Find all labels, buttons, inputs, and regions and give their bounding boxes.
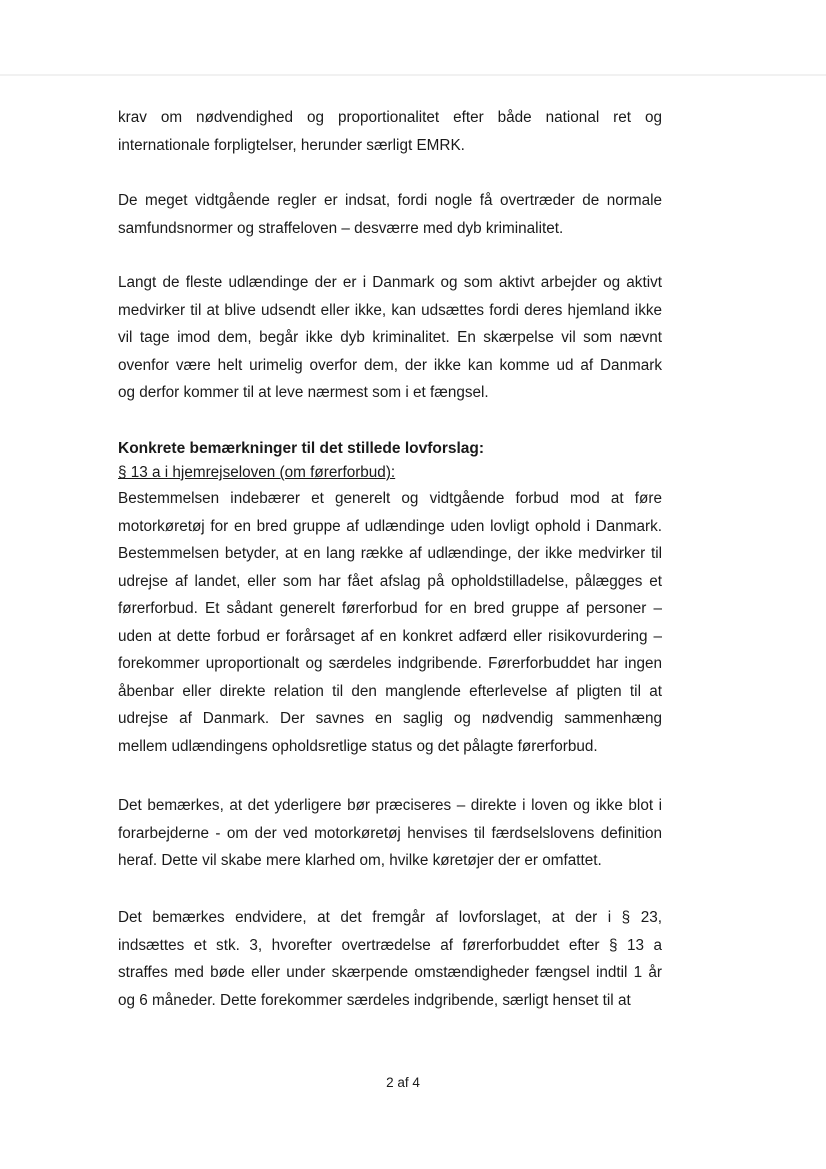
text-line: motorkøretøj for en bred gruppe af udlændinge uden lovligt ophold i Danmark.: [118, 517, 662, 535]
text-line: internationale forpligtelser, herunder særligt EMRK.: [118, 136, 465, 154]
paragraph-4: [118, 485, 662, 760]
text-line: De meget vidtgående regler er indsat, fordi nogle få overtræder de normale: [118, 192, 662, 209]
text-line: heraf. Dette vil skabe mere klarhed om, hvilke køretøjer der er omfattet.: [118, 852, 602, 869]
subsection-heading-text: § 13 a i hjemrejseloven (om førerforbud):: [118, 464, 396, 481]
text-line: indsættes et stk. 3, hvorefter overtrædelse af førerforbuddet efter § 13 a: [118, 936, 662, 954]
paragraph-5: [118, 792, 662, 875]
text-line: og derfor kommer til at leve nærmest som i et fængsel.: [118, 384, 489, 401]
text-line: forekommer uproportionalt og særdeles indgribende. Førerforbuddet har ingen: [118, 655, 662, 672]
text-line: uden at dette forbud er forårsaget af en konkret adfærd eller risikovurdering –: [118, 627, 662, 645]
text-line: Langt de fleste udlændinge der er i Danmark og som aktivt arbejder og aktivt: [118, 274, 662, 291]
text-line: åbenbar eller direkte relation til den manglende efterlevelse af pligten til at: [118, 682, 662, 700]
text-line: ovenfor være helt urimelig overfor dem, der ikke kan komme ud af Danmark: [118, 356, 662, 374]
text-line: udrejse af Danmark. Der savnes en saglig og nødvendig sammenhæng: [118, 710, 662, 727]
paragraph-3: [118, 269, 662, 407]
text-line: Bestemmelsen betyder, at en lang række af udlændinge, der ikke medvirker til: [118, 545, 662, 562]
text-line: forarbejderne - om der ved motorkøretøj henvises til færdselslovens definition: [118, 824, 662, 842]
text-line: krav om nødvendighed og proportionalitet efter både national ret og: [118, 109, 662, 126]
text-line: mellem udlændingens opholdsretlige status og det pålagte førerforbud.: [118, 737, 598, 755]
text-line: udrejse af landet, eller som har fået afslag på opholdstilladelse, pålægges et: [118, 572, 662, 590]
paragraph-6: [118, 904, 662, 1014]
page-number: 2 af 4: [386, 1075, 420, 1090]
paragraph-1: [118, 104, 662, 159]
text-line: Det bemærkes endvidere, at det fremgår af lovforslaget, at der i § 23,: [118, 909, 662, 926]
paragraph-2: [118, 187, 662, 242]
text-line: vil tage imod dem, begår ikke dyb kriminalitet. En skærpelse vil som nævnt: [118, 329, 662, 346]
text-line: og 6 måneder. Dette forekommer særdeles indgribende, særligt henset til at: [118, 991, 631, 1009]
text-line: samfundsnormer og straffeloven – desværre med dyb kriminalitet.: [118, 219, 564, 237]
text-line: førerforbud. Et sådant generelt førerforbud for en bred gruppe af personer –: [118, 600, 662, 617]
text-line: Bestemmelsen indebærer et generelt og vidtgående forbud mod at føre: [118, 490, 662, 507]
text-line: medvirker til at blive udsendt eller ikke, kan udsættes fordi deres hjemland ikke: [118, 301, 662, 319]
subsection-heading: [118, 459, 662, 487]
section-heading: Konkrete bemærkninger til det stillede lovforslag:: [118, 440, 485, 457]
text-line: straffes med bøde eller under skærpende omstændigheder fængsel indtil 1 år: [118, 964, 662, 981]
scan-header-band: [0, 74, 826, 76]
text-line: Det bemærkes, at det yderligere bør præciseres – direkte i loven og ikke blot i: [118, 797, 662, 814]
